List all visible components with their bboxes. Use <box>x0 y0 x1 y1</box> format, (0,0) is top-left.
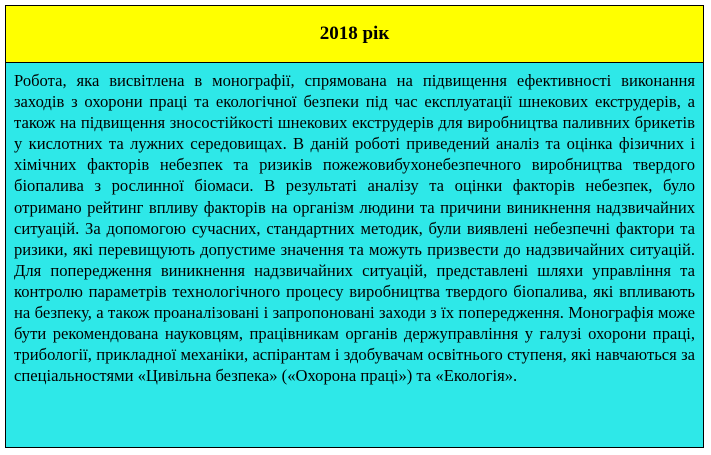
title-text: 2018 рік <box>319 23 390 44</box>
title-box <box>6 6 703 63</box>
abstract-text: Робота, яка висвітлена в монографії, спрямована на підвищення ефективності виконання заходів з охорони праці та екологічної безпеки під час експлуатації шнекових екструдерів, а також на підвищення зносостійкості шнекових екструдерів для виробництва паливних брикетів у кислотних та лужних середовищах. В даній роботі приведений аналіз та оцінка фізичних і хімічних факторів небезпек та ризиків пожежовибухонебезпечного виробництва твердого біопалива з рослинної біомаси. В результаті аналізу та оцінки факторів небезпек, було отримано рейтинг впливу факторів на організм людини та причини виникнення надзвичайних ситуацій. За допомогою сучасних, стандартних методик, були виявлені небезпечні фактори та ризики, які перевищують допустиме значення та можуть призвести до надзвичайних ситуацій. Для попередження виникнення надзвичайних ситуацій, представлені шляхи управління та контролю параметрів технологічного процесу виробництва твердого біопалива, які впливають на безпеку, а також проаналізовані і запропоновані заходи з їх попередження. Монографія може бути рекомендована науковцям, працівникам органів держуправління у галузі охорони праці, трибології, прикладної механіки, аспірантам і здобувачам освітнього ступеня, які навчаються за спеціальностями «Цивільна безпека» («Охорона праці») та «Екологія». <box>14 71 695 386</box>
slide-frame <box>5 5 704 448</box>
abstract-box <box>6 63 703 447</box>
